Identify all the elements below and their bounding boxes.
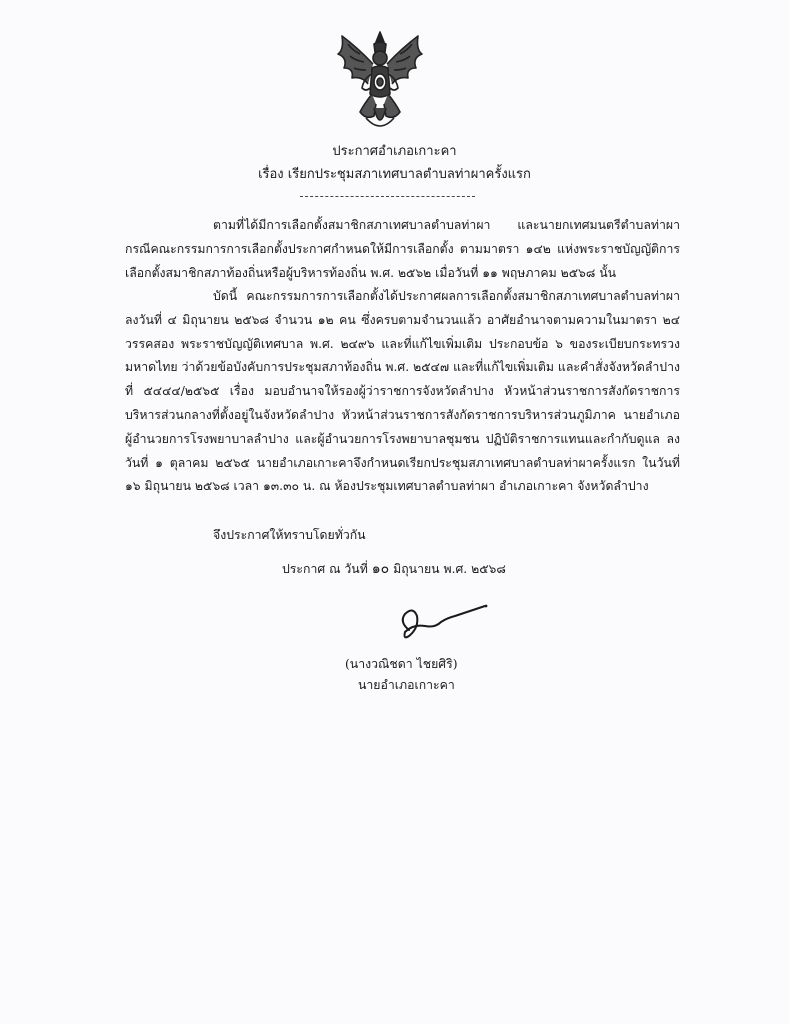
signer-position: นายอำเภอเกาะคา [358,678,455,692]
subject-line: เรื่อง เรียกประชุมสภาเทศบาลตำบลท่าผาครั้งแรก [258,167,531,182]
signature-icon [395,600,495,646]
announcement-date [282,558,506,580]
date-day: ๑๐ [371,561,390,577]
date-prefix: ประกาศ ณ วันที่ [282,562,368,576]
date-suffix: มิถุนายน พ.ศ. ๒๕๖๘ [393,562,506,576]
divider [300,196,475,197]
paragraph-2: บัดนี้ คณะกรรมการการเลือกตั้งได้ประกาศผลการเลือกตั้งสมาชิกสภาเทศบาลตำบลท่าผา ลงวันที่ ๔ มิถุนายน ๒๕๖๘ จำนวน ๑๒ คน ซึ่งครบตามจำนวนแล้ว อาศัยอำนาจตามความในมาตรา ๒๔ วรรคสอง พระราชบัญญัติเทศบาล พ.ศ. ๒๔๙๖ และที่แก้ไขเพิ่มเติม ประกอบข้อ ๖ ของระเบียบกระทรวงมหาดไทย ว่าด้วยข้อบังคับการประชุมสภาท้องถิ่น พ.ศ. ๒๕๔๗ และที่แก้ไขเพิ่มเติม และคำสั่งจังหวัดลำปาง ที่ ๕๔๔๔/๒๕๖๕ เรื่อง มอบอำนาจให้รองผู้ว่าราชการจังหวัดลำปาง หัวหน้าส่วนราชการสังกัดราชการบริหารส่วนกลางที่ตั้งอยู่ในจังหวัดลำปาง หัวหน้าส่วนราชการสังกัดราชการบริหารส่วนภูมิภาค นายอำเภอ ผู้อำนวยการโรงพยาบาลลำปาง และผู้อำนวยการโรงพยาบาลชุมชน ปฏิบัติราชการแทนและกำกับดูแล ลงวันที่ ๑ ตุลาคม ๒๕๖๕ นายอำเภอเกาะคาจึงกำหนดเรียกประชุมสภาเทศบาลตำบลท่าผาครั้งแรก ในวันที่ ๑๖ มิถุนายน ๒๕๖๘ เวลา ๑๓.๓๐ น. ณ ห้องประชุมเทศบาลตำบลท่าผา อำเภอเกาะคา จังหวัดลำปาง [125,289,680,494]
paragraph-3: จึงประกาศให้ทราบโดยทั่วกัน [213,528,366,542]
garuda-emblem-icon [330,28,430,136]
paragraph-1: ตามที่ได้มีการเลือกตั้งสมาชิกสภาเทศบาลตำบลท่าผา และนายกเทศมนตรีตำบลท่าผา กรณีคณะกรรมการการเลือกตั้งประกาศกำหนดให้มีการเลือกตั้ง ตามมาตรา ๑๔๒ แห่งพระราชบัญญัติการเลือกตั้งสมาชิกสภาท้องถิ่นหรือผู้บริหารท้องถิ่น พ.ศ. ๒๕๖๒ เมื่อวันที่ ๑๑ พฤษภาคม ๒๕๖๘ นั้น [125,218,680,280]
signer-name: (นางวณิชดา ไชยศิริ) [345,657,458,671]
issuer-title: ประกาศอำเภอเกาะคา [332,144,457,159]
